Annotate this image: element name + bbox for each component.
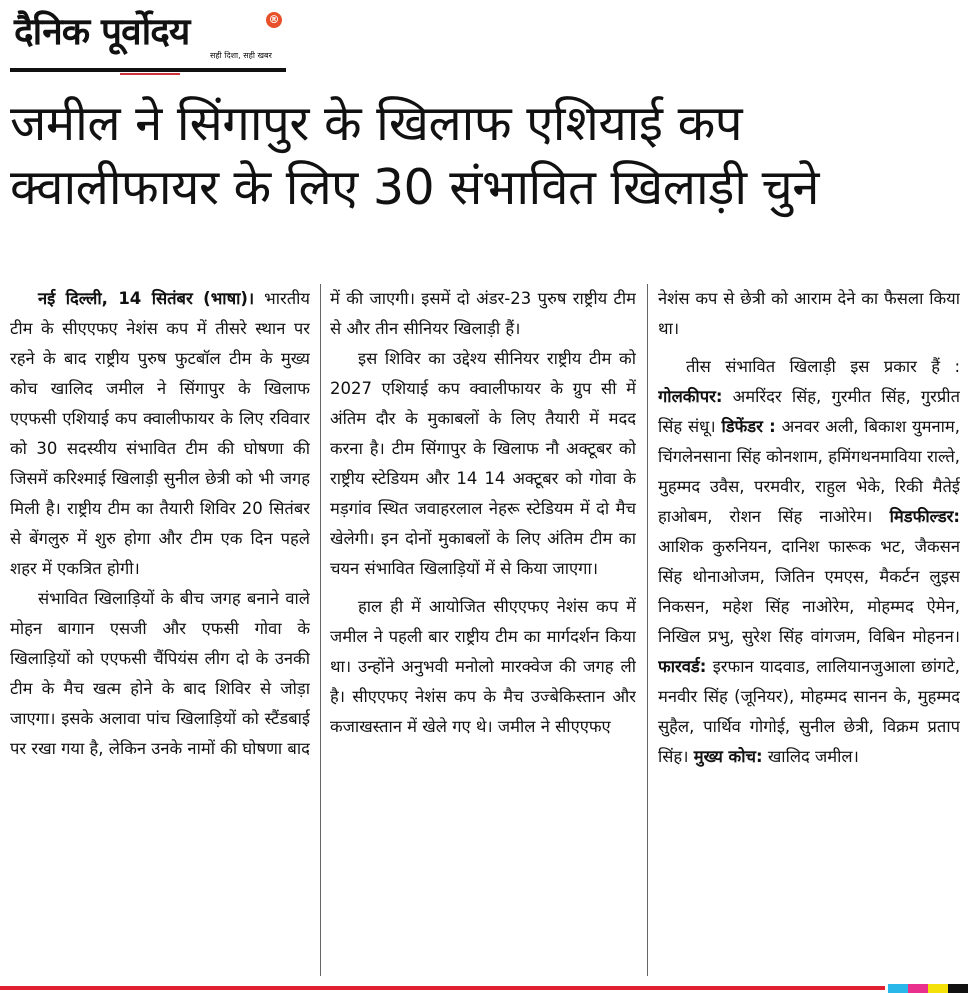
newspaper-name: दैनिक पूर्वोदय: [14, 10, 190, 53]
paragraph-1: [10, 284, 310, 584]
dateline: नई दिल्ली, 14 सितंबर (भाषा)।: [38, 289, 255, 308]
headline-line-2: क्वालीफायर के लिए 30 संभावित खिलाड़ी चुने: [10, 159, 819, 216]
midfielder-label: मिडफील्डर:: [889, 507, 960, 526]
paragraph-2: संभावित खिलाड़ियों के बीच जगह बनाने वाले मोहन बागान एसजी और एफसी गोवा के खिलाड़ियों को एएफसी चैंपियंस लीग दो के उनकी टीम के मैच खत्म होने के बाद शिविर से जोड़ा जाएगा। इसके अलावा पांच खिलाड़ियों को स्टैंडबाई पर रखा गया है, लेकिन उनके नामों की घोषणा बाद: [10, 589, 310, 758]
paragraph-3: में की जाएगी। इसमें दो अंडर-23 पुरुष राष्ट्रीय टीम से और तीन सीनियर खिलाड़ी हैं।: [330, 289, 636, 338]
bottom-red-rule: [0, 986, 885, 990]
forward-list: इरफान यादवाड, लालियानजुआला छांगटे, मनवीर सिंह (जूनियर), मोहम्मद सानन के, मुहम्मद सुहैल, पार्थिव गोगोई, सुनील छेत्री, विक्रम प्रताप सिंह।: [658, 657, 960, 766]
article-column-1: [10, 284, 310, 976]
headline-line-1: जमील ने सिंगापुर के खिलाफ एशियाई कप: [10, 95, 743, 152]
print-mark-cyan: [888, 984, 908, 993]
forward-label: फारवर्ड:: [658, 657, 707, 676]
column-divider-1: [320, 284, 321, 976]
newspaper-tagline: सही दिशा, सही खबर: [210, 51, 272, 60]
article-column-2: [330, 284, 636, 976]
squad-intro: तीस संभावित खिलाड़ी इस प्रकार हैं :: [686, 357, 960, 376]
column-divider-2: [647, 284, 648, 976]
squad-list: [658, 352, 960, 772]
paragraph-5: हाल ही में आयोजित सीएएफए नेशंस कप में जमील ने पहली बार राष्ट्रीय टीम का मार्गदर्शन किया था। उन्होंने अनुभवी मनोलो मारक्वेज की जगह ली है। सीएएफए नेशंस कप के मैच उज्बेकिस्तान और कजाखस्तान में खेले गए थे। जमील ने सीएएफए: [330, 597, 636, 736]
print-mark-yellow: [928, 984, 948, 993]
coach-label: मुख्य कोच:: [693, 747, 763, 766]
defender-label: डिफेंडर :: [721, 417, 776, 436]
paragraph-1-text: भारतीय टीम के सीएएफए नेशंस कप में तीसरे स्थान पर रहने के बाद राष्ट्रीय पुरुष फुटबॉल टीम के मुख्य कोच खालिद जमील ने सिंगापुर के खिलाफ एएफसी एशियाई कप क्वालीफायर के लिए रविवार को 30 सदस्यीय संभावित टीम की घोषणा की जिसमें करिश्माई खिलाड़ी सुनील छेत्री को भी जगह मिली है। राष्ट्रीय टीम का तैयारी शिविर 20 सितंबर से बेंगलुरु में शुरु होगा और टीम एक दिन पहले शहर में एकत्रित होगी।: [10, 289, 310, 578]
headline: [10, 92, 960, 220]
masthead-rule: [10, 68, 286, 72]
defender-list: अनवर अली, बिकाश युमनाम, चिंगलेनसाना सिंह कोनशाम, हमिंगथनमाविया राल्ते, मुहम्मद उवैस, परमवीर, राहुल भेके, रिकी मैतेई हाओबम, रोशन सिंह नाओरेम।: [658, 417, 960, 526]
paragraph-4: इस शिविर का उद्देश्य सीनियर राष्ट्रीय टीम को 2027 एशियाई कप क्वालीफायर के ग्रुप सी में अंतिम दौर के मुकाबलों के लिए तैयारी में मदद करना है। टीम सिंगापुर के खिलाफ नौ अक्टूबर को राष्ट्रीय स्टेडियम और 14 14 अक्टूबर को गोवा के मड़गांव स्थित जवाहरलाल नेहरू स्टेडियम में दो मैच खेलेगी। इन दोनों मुकाबलों के लिए अंतिम टीम का चयन संभावित खिलाड़ियों में से किया जाएगा।: [330, 349, 636, 578]
masthead-accent-rule: [120, 73, 180, 75]
coach-name: खालिद जमील।: [767, 747, 859, 766]
goalkeeper-label: गोलकीपर:: [658, 387, 723, 406]
article-column-3: [658, 284, 960, 976]
goalkeeper-list: अमरिंदर सिंह, गुरमीत सिंह, गुरप्रीत सिंह संधू।: [658, 387, 960, 436]
midfielder-list: आशिक कुरुनियन, दानिश फारूक भट, जैकसन सिंह थोनाओजम, जितिन एमएस, मैकर्टन लुइस निकसन, महेश सिंह नाओरेम, मोहम्मद ऐमेन, निखिल प्रभु, सुरेश सिंह वांगजम, विबिन मोहनन।: [658, 537, 960, 646]
print-mark-black: [948, 984, 968, 993]
masthead: [10, 6, 286, 72]
registered-badge: ®: [266, 12, 282, 28]
print-mark-magenta: [908, 984, 928, 993]
paragraph-6: नेशंस कप से छेत्री को आराम देने का फैसला किया था।: [658, 289, 960, 338]
